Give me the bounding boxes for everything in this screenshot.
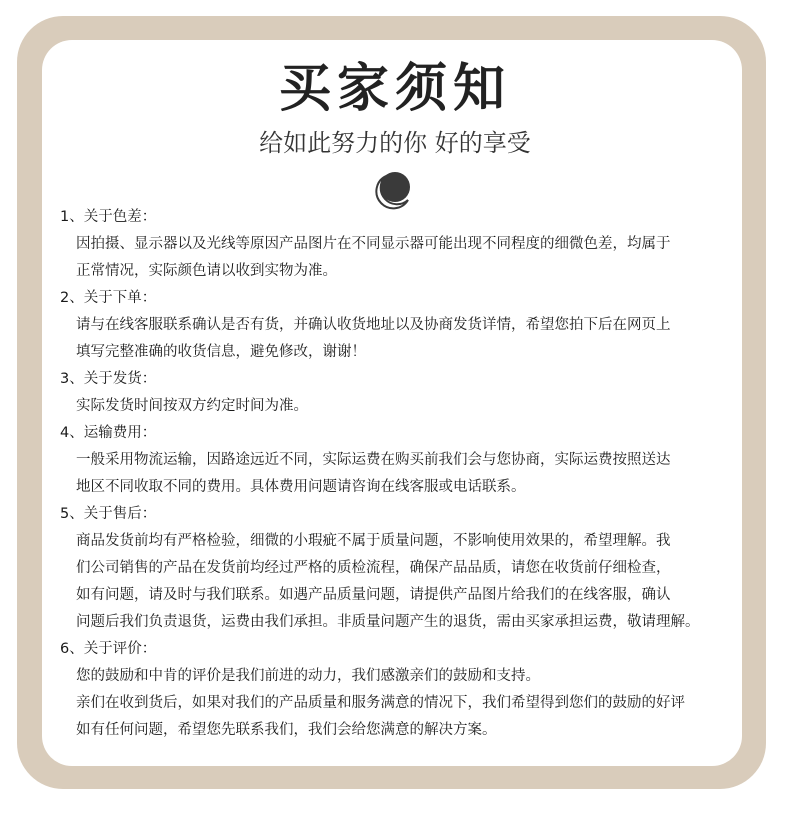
section-heading: 4、运输费用： <box>60 425 157 441</box>
section-body: 一般采用物流运输，因路途远近不同，实际运费在购买前我们会与您协商，实际运费按照送达 地区不同收取不同的费用。具体费用问题请咨询在线客服或电话联系。 <box>76 452 671 495</box>
section-heading: 3、关于发货： <box>60 371 157 387</box>
page-title: 买家须知 <box>278 59 511 119</box>
section-heading: 6、关于评价： <box>60 641 157 657</box>
section-body: 请与在线客服联系确认是否有货，并确认收货地址以及协商发货详情，希望您拍下后在网页上 填写完整准确的收货信息，避免修改，谢谢！ <box>76 317 671 360</box>
section-body: 您的鼓励和中肯的评价是我们前进的动力，我们感激亲们的鼓励和支持。 亲们在收到货后，如果对我们的产品质量和服务满意的情况下，我们希望得到您们的鼓励的好评 如有任何问题，希望您先联系我们，我们会给您满意的解决方案。 <box>76 668 685 738</box>
section-1 <box>60 204 750 285</box>
page-subtitle: 给如此努力的你 好的享受 <box>259 129 531 157</box>
section-heading: 5、关于售后： <box>60 506 157 522</box>
section-3 <box>60 366 750 420</box>
section-heading: 2、关于下单： <box>60 290 157 306</box>
section-5 <box>60 501 750 636</box>
section-heading: 1、关于色差： <box>60 209 157 225</box>
section-2 <box>60 285 750 366</box>
section-4 <box>60 420 750 501</box>
notice-content <box>60 204 750 744</box>
section-6 <box>60 636 750 744</box>
section-body: 因拍摄、显示器以及光线等原因产品图片在不同显示器可能出现不同程度的细微色差，均属于 正常情况，实际颜色请以收到实物为准。 <box>76 236 671 279</box>
section-body: 实际发货时间按双方约定时间为准。 <box>76 398 308 414</box>
section-body: 商品发货前均有严格检验，细微的小瑕疵不属于质量问题，不影响使用效果的，希望理解。我 们公司销售的产品在发货前均经过严格的质检流程，确保产品品质，请您在收货前仔细检查， 如有问题，请及时与我们联系。如遇产品质量问题，请提供产品图片给我们的在线客服，确认 问题后我们负责退货，运费由我们承担。非质量问题产生的退货，需由买家承担运费，敬请理解。 <box>76 533 700 630</box>
